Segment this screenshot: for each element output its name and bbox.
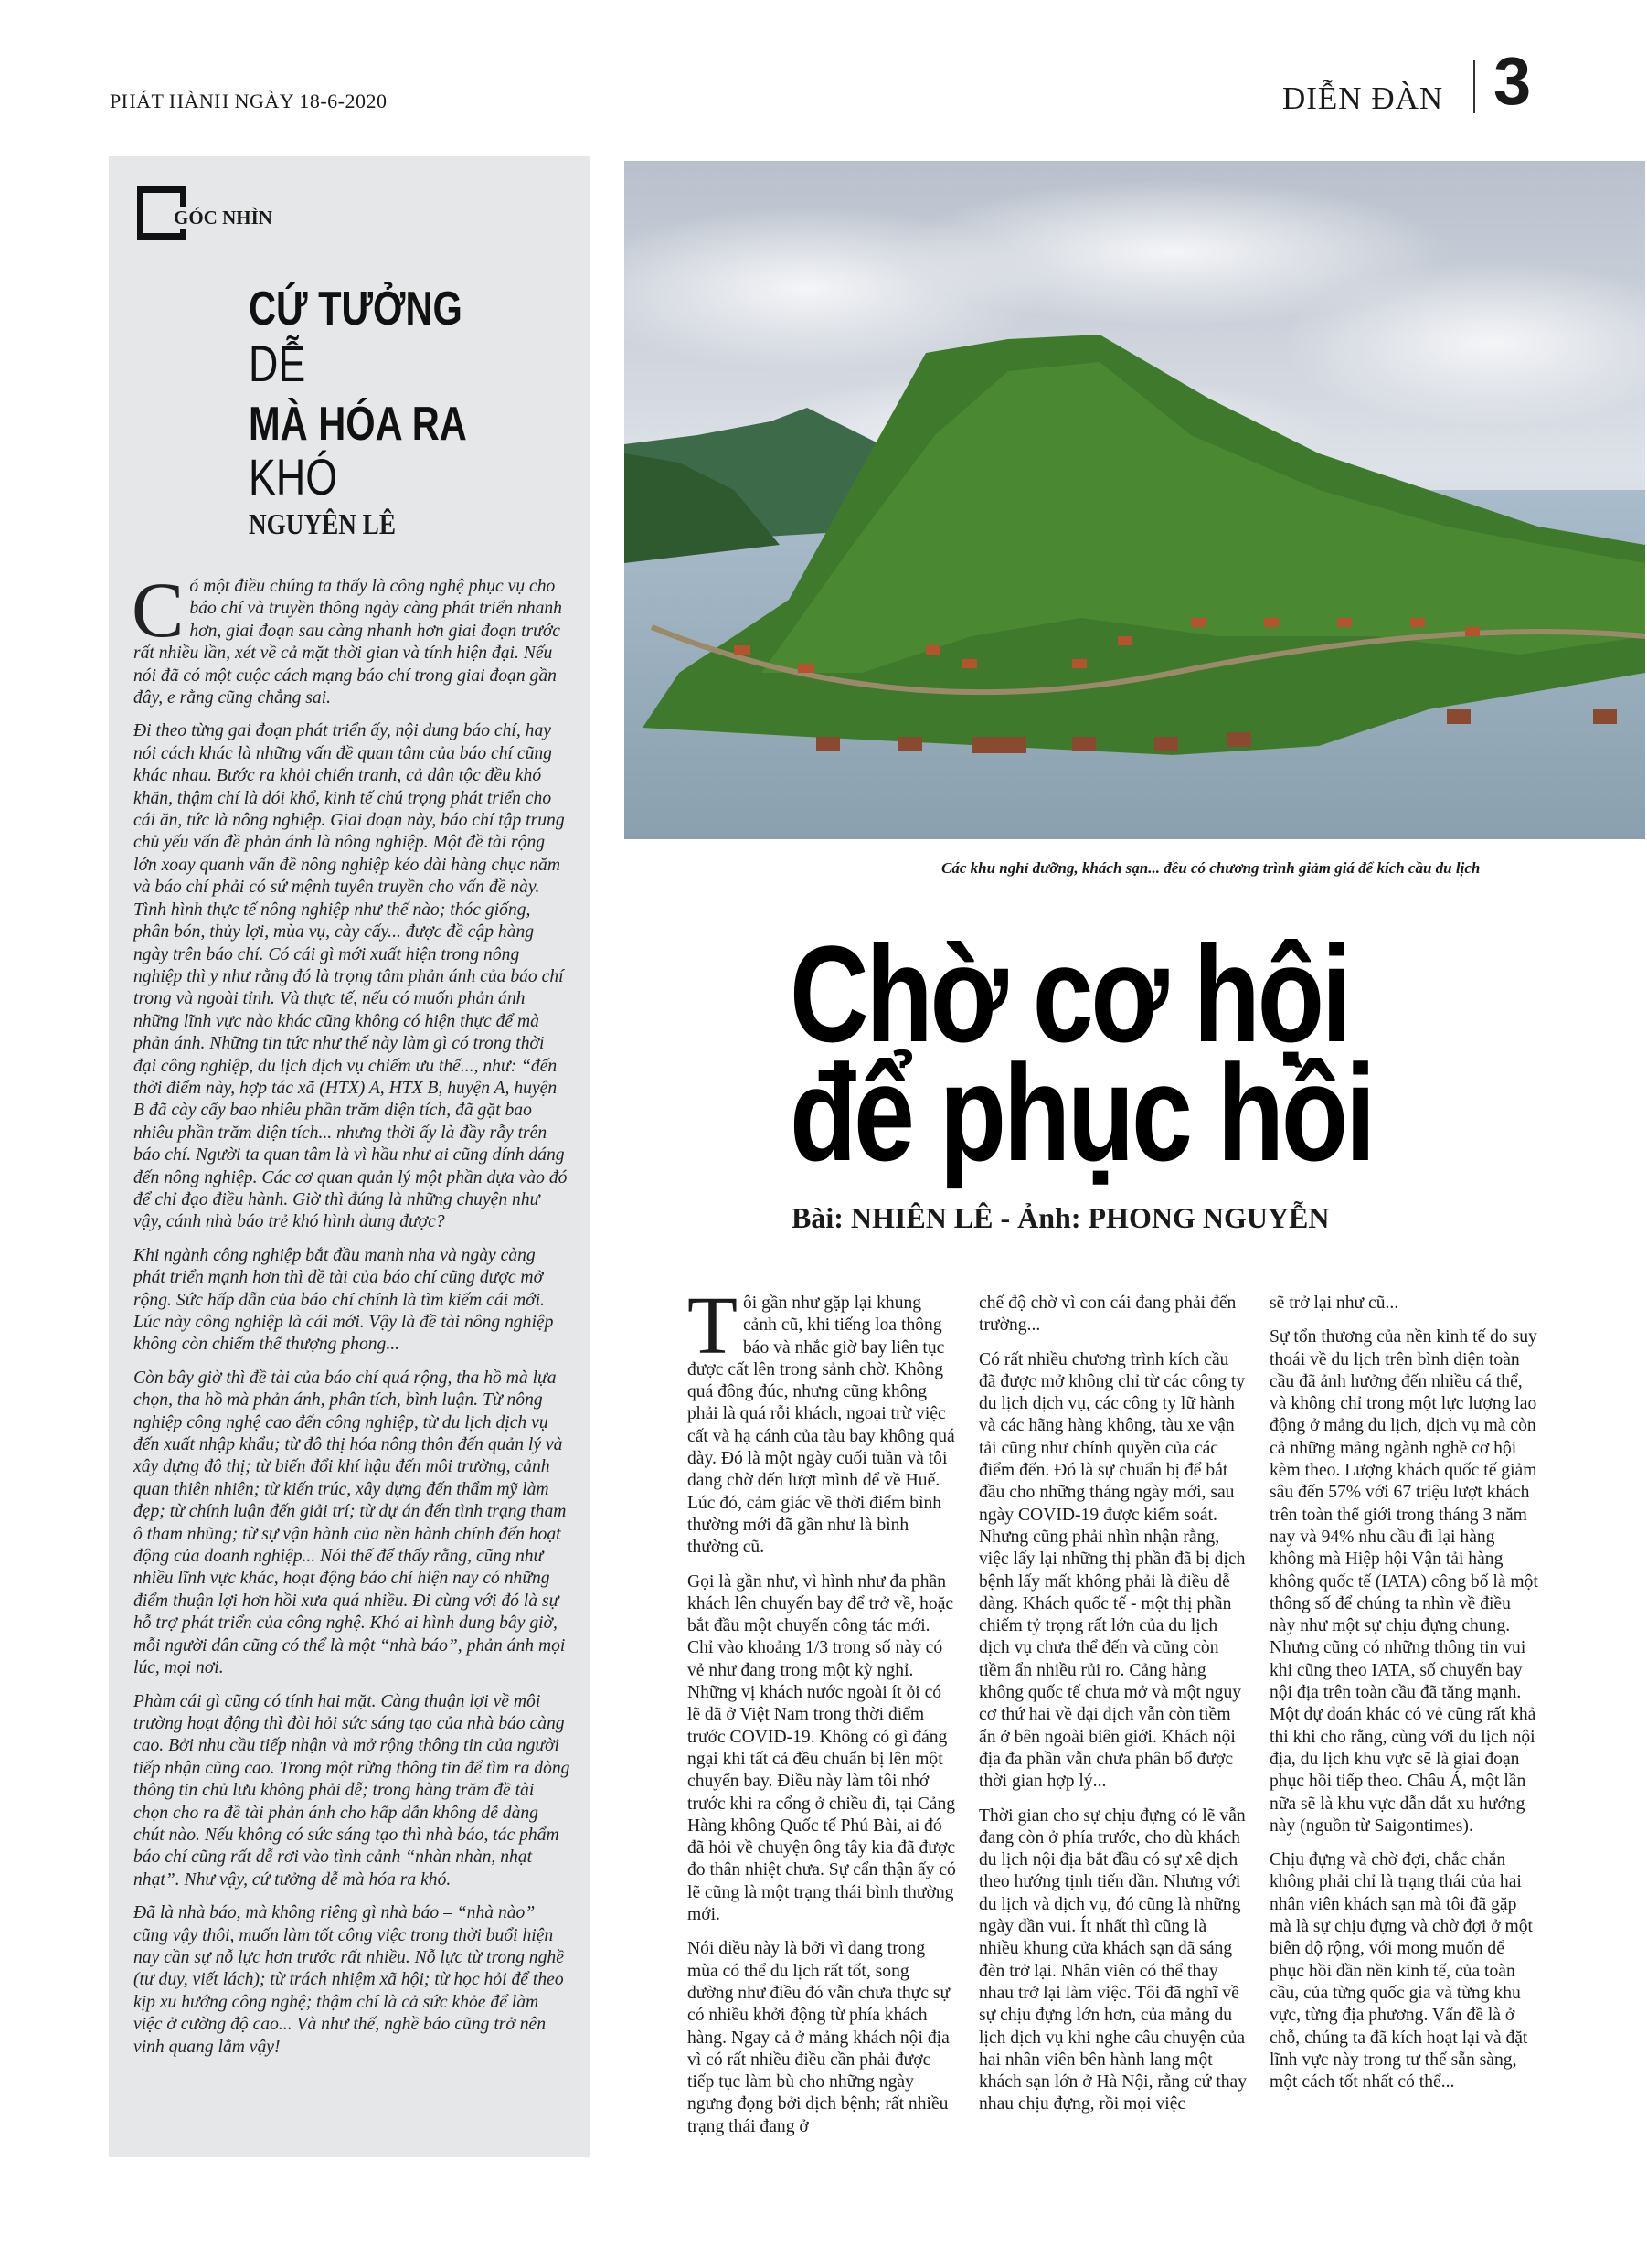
sidebar-paragraph: Khi ngành công nghiệp bắt đầu manh nha và ngày càng phát triển mạnh hơn thì đề tài của báo chí cũng được mở rộng. Sức hấp dẫn của báo chí chính là tìm kiếm cái mới. Lúc này công nghiệp là cái mới. Vậy là đề tài nông nghiệp không còn chiếm thế thượng phong...	[133, 1245, 554, 1355]
byline: Bài: NHIÊN LÊ - Ảnh: PHONG NGUYỄN	[792, 1201, 1330, 1234]
article-column-2	[979, 1293, 1249, 2128]
drop-cap: T	[687, 1281, 738, 1371]
sidebar-author: NGUYÊN LÊ	[249, 507, 396, 540]
article-paragraph: Có rất nhiều chương trình kích cầu đã được mở không chỉ từ các công ty du lịch dịch vụ, các công ty lữ hành và các hãng hàng không, tàu xe vận tải cũng như chính quyền của các điểm đến. Đó là sự chuẩn bị để bắt đầu cho những tháng ngày mới, sau ngày COVID-19 được kiểm soát. Nhưng cũng phải nhìn nhận rằng, việc lấy lại những thị phần đã bị dịch bệnh lấy mất không phải là điều dễ dàng. Khách quốc tế - một thị phần chiếm tỷ trọng rất lớn của du lịch dịch vụ chưa thể đến và cũng còn tiềm ẩn nhiều rủi ro. Cảng hàng không quốc tế chưa mở và một nguy cơ thứ hai về đại dịch vẫn còn tiềm ẩn ở bên ngoài biên giới. Khách nội địa đa phần vẫn chưa phân bổ được thời gian hợp lý...	[979, 1349, 1246, 1792]
sidebar-paragraph: Phàm cái gì cũng có tính hai mặt. Càng thuận lợi về môi trường hoạt động thì đòi hỏi sức sáng tạo của nhà báo càng cao. Bởi nhu cầu tiếp nhận và mở rộng thông tin của người tiếp nhận cũng cao. Trong một rừng thông tin để tìm ra dòng thông tin chủ lưu không phải dễ; trong hàng trăm đề tài chọn cho ra đề tài phản ánh cho hấp dẫn không dễ dàng chút nào. Nếu không có sức sáng tạo thì nhà báo, tác phẩm báo chí cũng rất dễ rơi vào tình cảnh “nhàn nhàn, nhạt nhạt”. Như vậy, cứ tưởng dễ mà hóa ra khó.	[133, 1691, 570, 1890]
kicker-label: GÓC NHÌN	[174, 207, 272, 229]
article-paragraph	[687, 1281, 958, 1560]
article-column-1	[687, 1281, 958, 2150]
sidebar-paragraph: Còn bây giờ thì đề tài của báo chí quá rộng, tha hồ mà lựa chọn, tha hồ mà phản ánh, phân tích, bình luận. Từ nông nghiệp công nghệ cao đến công nghiệp, từ du lịch dịch vụ đến xuất nhập khẩu; từ đô thị hóa nông thôn đến quản lý và xây dựng đô thị; từ biến đổi khí hậu đến môi trường, cảnh quan thiên nhiên; từ kiến trúc, xây dựng đến thẩm mỹ làm đẹp; từ chính luận đến giải trí; từ dự án đến tình trạng tham ô tham nhũng; từ sự vận hành của nền hành chính đến hoạt động của doanh nghiệp... Nói thế để thấy rằng, cũng như nhiều lĩnh vực khác, hoạt động báo chí hiện nay có những điểm thuận lợi hơn hồi xưa quá nhiều. Đi cùng với đó là sự hỗ trợ phát triển của công nghệ. Khó ai hình dung bây giờ, mỗi người dân cũng có thể là một “nhà báo”, phản ánh mọi lúc, mọi nơi.	[133, 1368, 567, 1678]
sidebar-paragraph: Đã là nhà báo, mà không riêng gì nhà báo – “nhà nào” cũng vậy thôi, muốn làm tốt công việc trong thời buổi hiện nay cần sự nỗ lực hơn trước rất nhiều. Nỗ lực từ trong nghề (tư duy, viết lách); từ trách nhiệm xã hội; từ học hỏi để theo kịp xu hướng công nghệ; thậm chí là cả sức khỏe để làm việc ở cường độ cao... Và như thế, nghề báo cũng trở nên vinh quang lắm vậy!	[133, 1903, 564, 2057]
sidebar-title-line: MÀ HÓA RA	[249, 398, 467, 451]
sidebar-paragraph	[132, 566, 570, 709]
article-paragraph: sẽ trở lại như cũ...	[1270, 1294, 1399, 1313]
sidebar-title-line: DỄ	[249, 335, 306, 392]
photo-caption: Các khu nghỉ dưỡng, khách sạn... đều có chương trình giảm giá để kích cầu du lịch	[941, 859, 1481, 877]
sidebar-paragraph: Đi theo từng gai đoạn phát triển ấy, nội dung báo chí, hay nói cách khác là những vấn đề quan tâm của báo chí cũng khác nhau. Bước ra khỏi chiến tranh, cả dân tộc đều khó khăn, thậm chí là đói khổ, kinh tế chú trọng phát triển cho cái ăn, tức là nông nghiệp. Giai đoạn này, báo chí tập trung chủ yếu vấn đề phản ánh là nông nghiệp. Một đề tài rộng lớn xoay quanh vấn đề nông nghiệp kéo dài hàng chục năm và báo chí phải có sứ mệnh tuyên truyền cho vấn đề này. Tình hình thực tế nông nghiệp như thế nào; thóc giống, phân bón, thủy lợi, mùa vụ, cày cấy... được đề cập hàng ngày trên báo chí. Có cái gì mới xuất hiện trong nông nghiệp thì y như rằng đó là trọng tâm phản ánh của báo chí trong và ngoài tỉnh. Và thực tế, nếu có muốn phản ánh những lĩnh vực nào khác cũng không có hiện thực để mà phản ánh. Những tin tức như thế này làm gì có trong thời đại công nghiệp, du lịch dịch vụ chiếm ưu thế..., như: “đến thời điểm này, hợp tác xã (HTX) A, HTX B, huyện A, huyện B đã cày cấy bao nhiêu phần trăm diện tích, đã gặt bao nhiêu phần trăm diện tích... nhưng thời ấy là đầy rẫy trên báo chí. Người ta quan tâm là vì hầu như ai cũng dính dáng đến nông nghiệp. Các cơ quan quản lý một phần dựa vào đó để chỉ đạo điều hành. Giờ thì đúng là những chuyện như vậy, cánh nhà báo trẻ khó hình dung được?	[133, 721, 568, 1232]
drop-cap: C	[132, 566, 185, 654]
section-name: DIỄN ĐÀN	[1282, 80, 1444, 116]
article-paragraph: Sự tổn thương của nền kinh tế do suy thoái về du lịch trên bình diện toàn cầu đã ảnh hưởng đến nhiều cá thể, và không chỉ trong một lực lượng lao động ở mảng du lịch, dịch vụ mà còn cả những mảng ngành nghề cơ hội kèm theo. Lượng khách quốc tế giảm sâu đến 57% với 67 triệu lượt khách trên toàn thế giới trong tháng 3 năm nay và 94% nhu cầu đi lại hàng không mà Hiệp hội Vận tải hàng không quốc tế (IATA) công bố là một thông số để chúng ta nhìn về điều này như một sự chịu đựng chung. Nhưng cũng có những thông tin vui khi cũng theo IATA, số chuyến bay nội địa trên toàn cầu đã tăng mạnh. Một dự đoán khác có vẻ cũng rất khả thi khi cho rằng, cùng với du lịch nội địa, du lịch khu vực sẽ là giai đoạn phục hồi tiếp theo. Châu Á, một lần nữa sẽ là khu vực dẫn dắt xu hướng này (nguồn từ Saigontimes).	[1270, 1327, 1538, 1836]
paragraph-text: ôi gần như gặp lại khung cảnh cũ, khi tiếng loa thông báo và nhắc giờ bay liên tục được cất lên trong sảnh chờ. Không quá đông đúc, nhưng cũng không phải là quá rỗi khách, ngoại trừ việc cất và hạ cánh của tàu bay không quá dày. Đó là một ngày cuối tuần và tôi đang chờ đến lượt mình để về Huế. Lúc đó, cảm giác về thời điểm bình thường mới đã gần như là bình thường cũ.	[687, 1294, 955, 1558]
headline-line: để phục hồi	[790, 1036, 1374, 1189]
article-column-3	[1270, 1293, 1540, 2105]
article-paragraph: chế độ chờ vì con cái đang phải đến trường...	[979, 1294, 1237, 1336]
page-number: 3	[1493, 43, 1532, 119]
article-paragraph: Nói điều này là bởi vì đang trong mùa có thể du lịch rất tốt, song dường như điều đó vẫn chưa thực sự có nhiều khởi động từ phía khách hàng. Ngay cả ở mảng khách nội địa vì có rất nhiều điều cần phải được tiếp tục làm bù cho những ngày ngưng đọng bởi dịch bệnh; rất nhiều trạng thái đang ở	[687, 1939, 951, 2136]
article-paragraph: Gọi là gần như, vì hình như đa phần khách lên chuyến bay để trở về, hoặc bắt đầu một chuyến công tác mới. Chỉ vào khoảng 1/3 trong số này có vẻ như đang trong một kỳ nghỉ. Những vị khách nước ngoài ít ỏi có lẽ đã ở Việt Nam trong thời điểm trước COVID-19. Không có gì đáng ngại khi tất cả đều chuẩn bị lên một chuyến bay. Điều này làm tôi nhớ trước khi ra cổng ở chiều đi, tại Cảng Hàng không Quốc tế Phú Bài, ai đó đã hỏi về chuyện ông tây kia đã được đo thân nhiệt chưa. Sự cẩn thận ấy có lẽ cũng là một trạng thái bình thường mới.	[687, 1571, 956, 1925]
header-divider	[1473, 60, 1475, 113]
resort-aerial-photo	[624, 161, 1645, 839]
issue-date: PHÁT HÀNH NGÀY 18-6-2020	[110, 90, 388, 112]
sidebar-title-line: CỨ TƯỞNG	[249, 282, 462, 335]
sidebar-body	[132, 566, 570, 2070]
paragraph-text: ó một điều chúng ta thấy là công nghệ phục vụ cho báo chí và truyền thông ngày càng phát triển nhanh hơn, giai đoạn sau càng nhanh hơn giai đoạn trước rất nhiều lần, xét về cả mặt thời gian và tính hiện đại. Nếu nói đã có một cuộc cách mạng báo chí trong giai đoạn gần đây, e rằng cũng chẳng sai.	[133, 577, 562, 708]
sidebar-title-line: KHÓ	[249, 448, 338, 506]
article-paragraph: Thời gian cho sự chịu đựng có lẽ vẫn đang còn ở phía trước, cho dù khách du lịch nội địa bắt đầu có sự xê dịch theo hướng tịnh tiến dần. Nhưng với du lịch và dịch vụ, đó cũng là những ngày dần vui. Ít nhất thì cũng là nhiều khung cửa khách sạn đã sáng đèn trở lại. Nhân viên có thể thay nhau trở lại làm việc. Tôi đã nghĩ về sự chịu đựng lớn hơn, của mảng du lịch dịch vụ khi nghe câu chuyện của hai nhân viên bên hành lang một khách sạn lớn ở Hà Nội, rằng cứ thay nhau chịu đựng, rồi mọi việc	[979, 1805, 1248, 2114]
headline-line: Chờ cơ hội	[790, 917, 1349, 1070]
article-paragraph: Chịu đựng và chờ đợi, chắc chắn không phải chỉ là trạng thái của hai nhân viên khách sạn mà tôi đã gặp mà là sự chịu đựng và chờ đợi ở một biên độ rộng, với mong muốn để phục hồi dần nền kinh tế, của toàn cầu, của từng quốc gia và từng khu vực, từng địa phương. Vấn đề là ở chỗ, chúng ta đã kích hoạt lại và đặt lĩnh vực này trong tư thế sẵn sàng, một cách tốt nhất có thể...	[1270, 1850, 1533, 2092]
